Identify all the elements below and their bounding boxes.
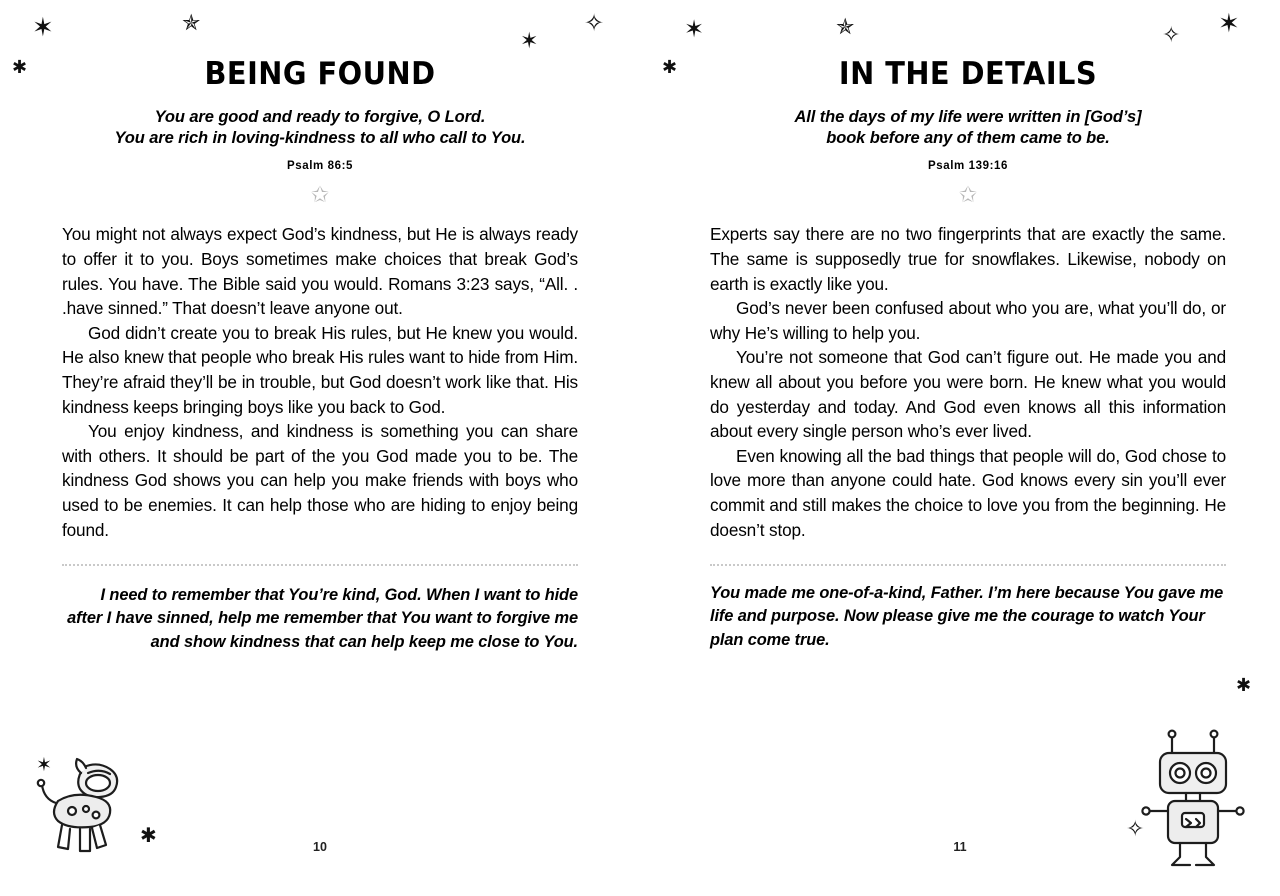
page-title: BEING FOUND (204, 56, 436, 92)
devotional-body (62, 222, 578, 542)
star-icon: ✶ (520, 28, 539, 53)
body-paragraph: Even knowing all the bad things that people will do, God chose to love more than anyone could hate. God knows every sin you’ll ever commit and still makes the choice to love you from the beginning. He doesn’t stop. (710, 445, 1226, 540)
star-icon: ✶ (684, 16, 705, 43)
prayer-text: I need to remember that You’re kind, God. When I want to hide after I have sinned, help me remember that You want to forgive me and show kindness that can help keep me close to You. (67, 586, 578, 651)
scripture-verse (710, 107, 1226, 151)
sparkle-icon: ✱ (1236, 675, 1252, 695)
sparkle-icon: ✯ (182, 10, 201, 35)
scripture-reference: Psalm 139:16 (927, 160, 1009, 173)
left-page-content (62, 58, 578, 654)
body-paragraph: Experts say there are no two fingerprints that are exactly the same. The same is supposedly true for snowflakes. Likewise, nobody on earth is exactly like you. (710, 224, 1226, 294)
page-number: 10 (313, 840, 327, 854)
devotional-body (710, 222, 1226, 542)
right-page-content (710, 58, 1226, 652)
body-paragraph: You might not always expect God’s kindness, but He is always ready to offer it to you. Boys sometimes make choices that break God’s rules. You have. The Bible said you would. Romans 3:23 says, “All. . .have sinned.” That doesn’t leave anyone out. (62, 224, 578, 319)
body-paragraph: God didn’t create you to break His rules, but He knew you would. He also knew that people who break His rules want to hide from Him. They’re afraid they’ll be in trouble, but God doesn’t work like that. His kindness keeps bringing boys like you back to God. (62, 322, 578, 417)
body-paragraph: You’re not someone that God can’t figure out. He made you and knew all about you before you were born. He knew what you would do yesterday and today. And God even knows all this information about every single person who’s ever lived. (710, 347, 1226, 442)
star-divider-icon: ✩ (958, 182, 978, 208)
sparkle-icon: ✱ (12, 57, 28, 77)
star-icon: ✶ (32, 12, 54, 42)
dotted-divider (62, 564, 578, 566)
prayer-text: You made me one-of-a-kind, Father. I’m here because You gave me life and purpose. Now please give me the courage to watch Your plan come true. (710, 584, 1224, 649)
verse-line: book before any of them came to be. (826, 129, 1110, 148)
body-paragraph: You enjoy kindness, and kindness is something you can share with others. It should be part of the you God made you to be. The kindness God shows you can help you make friends with boys who used to be enemies. It can help those who are hiding to enjoy being found. (62, 421, 578, 540)
star-icon: ✶ (36, 755, 52, 776)
scripture-verse (62, 107, 578, 151)
dotted-divider (710, 564, 1226, 566)
robot-illustration (1128, 723, 1258, 878)
sparkle-icon: ✧ (584, 10, 605, 37)
verse-line: You are rich in loving-kindness to all who call to You. (114, 129, 526, 148)
star-divider-icon: ✩ (310, 182, 330, 208)
scripture-reference: Psalm 86:5 (286, 160, 354, 173)
sparkle-icon: ✯ (836, 14, 855, 39)
sparkle-icon: ✧ (1162, 22, 1181, 47)
verse-line: You are good and ready to forgive, O Lord. (154, 107, 486, 126)
star-icon: ✶ (1218, 8, 1240, 38)
body-paragraph: God’s never been confused about who you are, what you’ll do, or why He’s willing to help you. (710, 298, 1226, 343)
sparkle-icon: ✱ (140, 825, 157, 847)
sparkle-icon: ✧ (1126, 816, 1145, 841)
right-page (640, 0, 1280, 896)
sparkle-icon: ✱ (662, 57, 678, 77)
page-number: 11 (953, 840, 967, 854)
verse-line: All the days of my life were written in [God’s] (794, 107, 1142, 126)
page-title: IN THE DETAILS (838, 56, 1098, 92)
